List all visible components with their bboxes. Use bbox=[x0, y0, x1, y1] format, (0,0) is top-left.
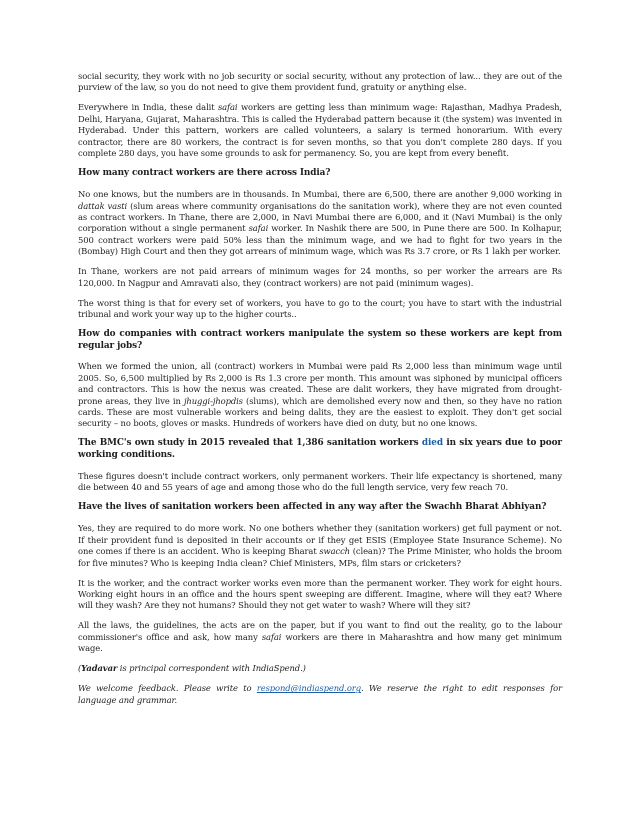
question-heading-manipulation: How do companies with contract workers manipulate the system so these workers are kept from regular jobs? bbox=[78, 329, 562, 351]
paragraph-thane-arrears bbox=[78, 266, 562, 289]
paragraph-text: (clean)? The Prime Minister, who holds the broom for five minutes? Who is keeping India clean? Chief Ministers, MPs, film stars or cricketers? bbox=[78, 546, 562, 568]
paragraph-more-work bbox=[78, 523, 562, 569]
paragraph-text: workers are there in Maharashtra and how many get minimum wage. bbox=[78, 631, 562, 654]
italic-term: safai bbox=[248, 223, 269, 234]
italic-term: safai bbox=[217, 102, 238, 113]
paragraph-text: When we formed the union, all (contract) workers in Mumbai were paid Rs 2,000 less than minimum wage until 2005. So, 6,500 multiplied by Rs 2,000 is Rs 1.3 crore per month. This amount was siphoned by municipal officers and contractors. This is how the nexus was created. These are dalit workers, they have migrated from drought-prone areas, they live in bbox=[78, 361, 562, 406]
paragraph-eight-hours bbox=[78, 578, 562, 612]
paragraph-courts bbox=[78, 298, 562, 321]
question-heading-swachh-bharat: Have the lives of sanitation workers been affected in any way after the Swachh Bharat Abhiyan? bbox=[78, 502, 547, 513]
paragraph-text: These figures doesn't include contract workers, only permanent workers. Their life expectancy is shortened, many die between 40 and 55 years of age and among those who do the full length service, very few reach 70. bbox=[78, 470, 562, 493]
paragraph-text: Yes, they are required to do more work. No one bothers whether they (sanitation workers) get full payment or not. If their provident fund is deposited in their accounts or if they get ESIS (Employee State Insurance Scheme). No one comes if there is an accident. Who is keeping Bharat bbox=[78, 523, 562, 557]
died-link[interactable]: died bbox=[421, 438, 443, 449]
heading-text: The BMC's own study in 2015 revealed that 1,386 sanitation workers bbox=[78, 438, 422, 449]
paragraph-text: The worst thing is that for every set of workers, you have to go to the court; you have to start with the industrial tribunal and work your way up to the higher courts.. bbox=[78, 297, 562, 320]
italic-term: swacch bbox=[319, 546, 350, 557]
italic-term: safai bbox=[261, 631, 282, 642]
question-heading-contract-workers: How many contract workers are there across India? bbox=[78, 168, 331, 179]
heading-text: in six years due to poor working conditions. bbox=[78, 438, 562, 461]
author-credit bbox=[78, 663, 562, 674]
paragraph-union bbox=[78, 361, 562, 429]
author-name: Yadavar bbox=[81, 663, 118, 674]
paragraph-text: Everywhere in India, these dalit bbox=[78, 102, 218, 113]
feedback-note bbox=[78, 683, 562, 706]
article-body bbox=[78, 71, 562, 715]
paragraph-text: (slum areas where community organisations do the sanitation work), where they are not even counted as contract workers. In Thane, there are 2,000, in Navi Mumbai there are 6,000, and it (Navi Mumbai) is the only corporation without a single permanent bbox=[78, 200, 562, 234]
paragraph-text: worker. In Nashik there are 500, in Pune there are 500. In Kolhapur, 500 contract workers were paid 50% less than the minimum wage, and we had to fight for two years in the (Bombay) High Court and then they got arrears of minimum wage, which was Rs 3.7 crore, or Rs 1 lakh per worker. bbox=[78, 223, 562, 257]
feedback-text: We welcome feedback. Please write to bbox=[78, 683, 257, 694]
paragraph-social-security bbox=[78, 71, 562, 94]
credit-text: ( bbox=[78, 663, 82, 674]
paragraph-worker-numbers bbox=[78, 189, 562, 257]
paragraph-text: (slums), which are demolished every now and then, so they have no ration cards. These are most vulnerable workers and being dalits, they are the easiest to exploit. They don't get social security – no boots, gloves or masks. Hundreds of workers have died on duty, but no one knows. bbox=[78, 395, 562, 429]
paragraph-laws bbox=[78, 620, 562, 654]
paragraph-text: No one knows, but the numbers are in thousands. In Mumbai, there are 6,500, there are another 9,000 working in bbox=[78, 189, 562, 200]
paragraph-text: social security, they work with no job security or social security, without any protection of law... they are out of the purview of the law, so you do not need to give them provident fund, gratuity or anything else. bbox=[78, 71, 562, 93]
credit-text: is principal correspondent with IndiaSpend.) bbox=[117, 663, 306, 674]
question-heading-bmc-study bbox=[78, 438, 562, 461]
paragraph-text: workers are getting less than minimum wage: Rajasthan, Madhya Pradesh, Delhi, Haryana, Gujarat, Maharashtra. This is called the Hyderabad pattern because it (the system) was invented in Hyderabad. Under this pattern, workers are called volunteers, a salary is termed honorarium. With every contractor, there are 80 workers, the contract is for seven months, so that you don't complete 280 days. If you complete 280 days, you have some grounds to ask for permanency. So, you are kept from every benefit. bbox=[78, 102, 562, 159]
paragraph-hyderabad-pattern bbox=[78, 102, 562, 159]
italic-term: dattak vasti bbox=[78, 200, 128, 211]
paragraph-text: It is the worker, and the contract worker works even more than the permanent worker. They work for eight hours. Working eight hours in an office and the hours spent sweeping are different. Imagine, where will they eat? Where will they wash? Are they not humans? Should they not get water to wash? Where will they sit? bbox=[78, 577, 562, 611]
italic-term: jhuggi-jhopdis bbox=[183, 395, 243, 406]
paragraph-text: All the laws, the guidelines, the acts are on the paper, but if you want to find out the reality, go to the labour commissioner's office and ask, how many bbox=[78, 620, 562, 642]
paragraph-text: In Thane, workers are not paid arrears of minimum wages for 24 months, so per worker the arrears are Rs 120,000. In Nagpur and Amravati also, they (contract workers) are not paid (minimum wages). bbox=[78, 266, 562, 288]
feedback-text: . We reserve the right to edit responses for language and grammar. bbox=[78, 683, 562, 705]
paragraph-figures bbox=[78, 471, 562, 494]
email-link[interactable]: respond@indiaspend.org bbox=[256, 683, 361, 694]
